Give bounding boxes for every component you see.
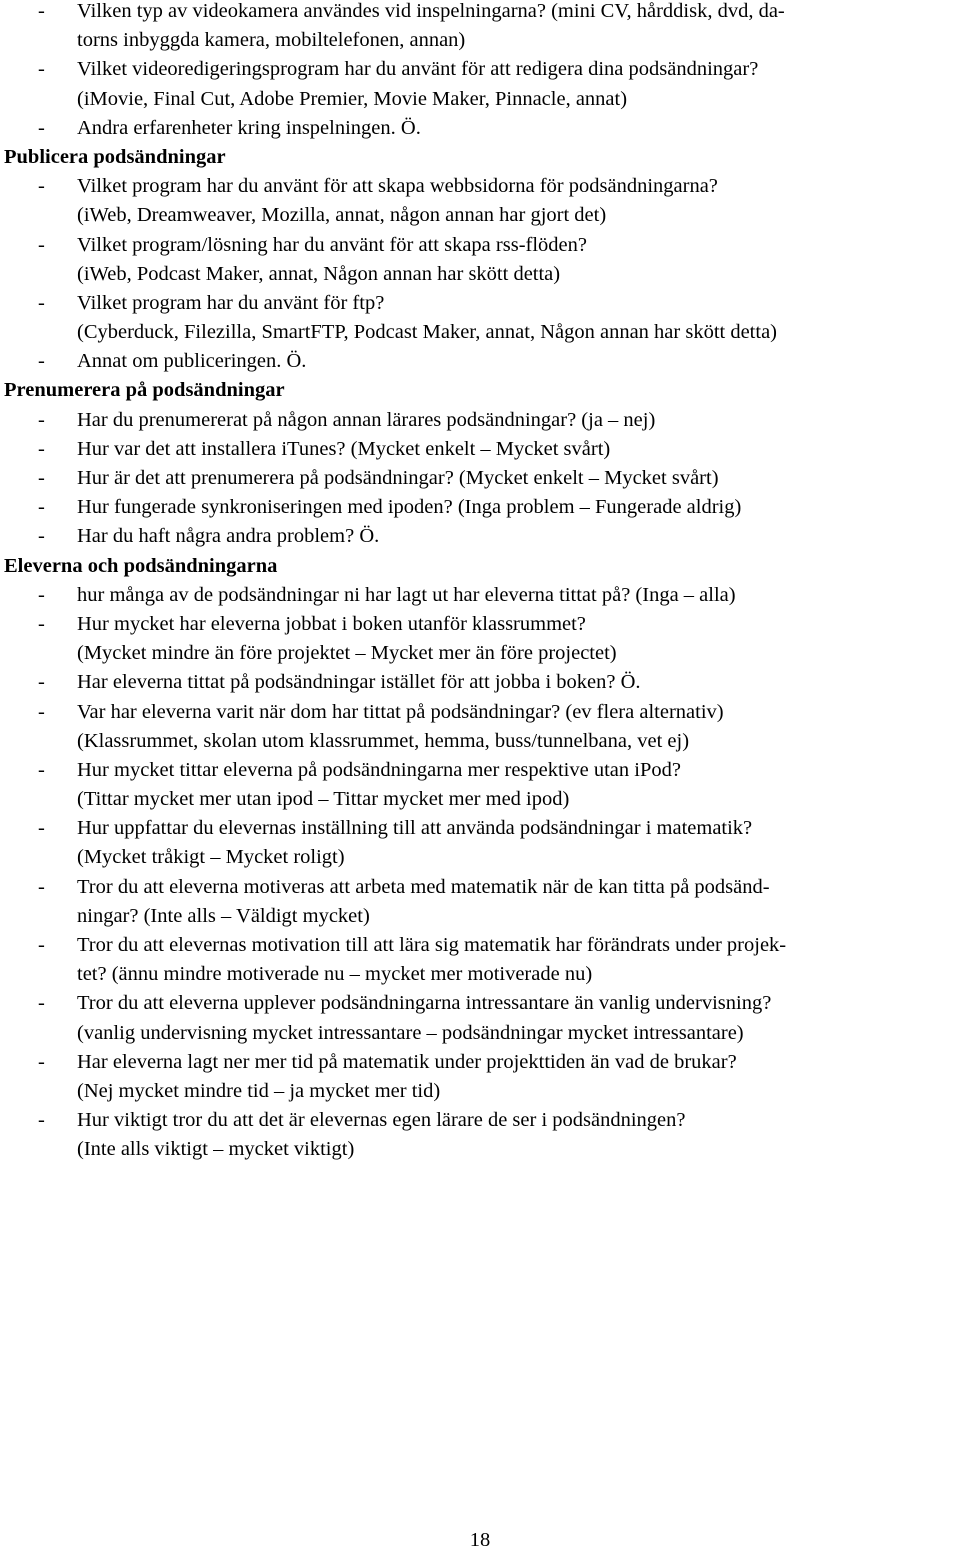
bullet-dash: - (38, 875, 45, 898)
question-item (4, 873, 954, 931)
question-item (4, 756, 954, 814)
bullet-dash: - (38, 116, 45, 139)
question-text: Vilket program/lösning har du använt för att skapa rss-flöden? (77, 233, 587, 256)
question-text: Hur mycket har eleverna jobbat i boken utanför klassrummet? (77, 612, 586, 635)
bullet-dash: - (38, 0, 45, 22)
bullet-dash: - (38, 525, 45, 548)
question-text-continued: (Klassrummet, skolan utom klassrummet, hemma, buss/tunnelbana, vet ej) (77, 729, 690, 752)
section-heading: Eleverna och podsändningarna (4, 554, 278, 577)
question-item (4, 55, 954, 113)
question-text: Var har eleverna varit när dom har tittat på podsändningar? (ev flera alternativ) (77, 700, 724, 723)
question-text: Hur uppfattar du elevernas inställning till att använda podsändningar i matematik? (77, 817, 753, 840)
question-text: Andra erfarenheter kring inspelningen. Ö. (77, 116, 421, 139)
section (4, 143, 954, 377)
bullet-dash: - (38, 612, 45, 635)
question-text-continued: (vanlig undervisning mycket intressantare – podsändningar mycket intressantare) (77, 1021, 744, 1044)
question-text-continued: torns inbyggda kamera, mobiltelefonen, annan) (77, 29, 466, 52)
question-text: Vilken typ av videokamera användes vid inspelningarna? (mini CV, hårddisk, dvd, da- (77, 0, 785, 22)
question-text: Tror du att eleverna motiveras att arbeta med matematik när de kan titta på podsänd- (77, 875, 770, 898)
question-text: Har du prenumererat på någon annan lärares podsändningar? (ja – nej) (77, 408, 656, 431)
question-item (4, 668, 954, 697)
question-text-continued: tet? (ännu mindre motiverade nu – mycket mer motiverade nu) (77, 963, 593, 986)
question-item (4, 435, 954, 464)
question-item (4, 1106, 954, 1164)
question-text: Vilket videoredigeringsprogram har du använt för att redigera dina podsändningar? (77, 58, 759, 81)
section (4, 376, 954, 551)
question-text: Hur viktigt tror du att det är elevernas egen lärare de ser i podsändningen? (77, 1109, 686, 1132)
section (4, 0, 954, 143)
bullet-dash: - (38, 992, 45, 1015)
question-item (4, 0, 954, 55)
bullet-dash: - (38, 1050, 45, 1073)
question-text: Tror du att eleverna upplever podsändningarna intressantare än vanlig undervisning? (77, 992, 772, 1015)
question-item (4, 698, 954, 756)
question-text: Har du haft några andra problem? Ö. (77, 525, 380, 548)
bullet-dash: - (38, 496, 45, 519)
question-item (4, 989, 954, 1047)
bullet-dash: - (38, 233, 45, 256)
question-text: hur många av de podsändningar ni har lagt ut har eleverna tittat på? (Inga – alla) (77, 583, 736, 606)
bullet-dash: - (38, 817, 45, 840)
question-text-continued: (iWeb, Podcast Maker, annat, Någon annan har skött detta) (77, 262, 561, 285)
section (4, 552, 954, 1165)
bullet-dash: - (38, 934, 45, 956)
question-item (4, 464, 954, 493)
question-item (4, 522, 954, 551)
question-text-continued: (iWeb, Dreamweaver, Mozilla, annat, någon annan har gjort det) (77, 204, 607, 227)
bullet-dash: - (38, 700, 45, 723)
question-item (4, 610, 954, 668)
bullet-dash: - (38, 583, 45, 606)
question-item (4, 114, 954, 143)
question-text-continued: (Inte alls viktigt – mycket viktigt) (77, 1138, 355, 1161)
questionnaire-content (4, 0, 954, 1165)
question-text: Vilket program har du använt för ftp? (77, 291, 385, 314)
page-number: 18 (469, 1529, 491, 1551)
section-heading: Prenumerera på podsändningar (4, 379, 285, 402)
bullet-dash: - (38, 350, 45, 373)
question-text: Annat om publiceringen. Ö. (77, 350, 307, 373)
question-text: Hur mycket tittar eleverna på podsändningarna mer respektive utan iPod? (77, 758, 681, 781)
question-text: Tror du att elevernas motivation till att lära sig matematik har förändrats under projek- (77, 934, 787, 956)
question-text: Vilket program har du använt för att skapa webbsidorna för podsändningarna? (77, 175, 718, 198)
question-item (4, 581, 954, 610)
bullet-dash: - (38, 291, 45, 314)
bullet-dash: - (38, 758, 45, 781)
question-text: Hur är det att prenumerera på podsändningar? (Mycket enkelt – Mycket svårt) (77, 467, 719, 489)
question-item (4, 347, 954, 376)
question-text-continued: (Tittar mycket mer utan ipod – Tittar mycket mer med ipod) (77, 788, 570, 811)
section-heading: Publicera podsändningar (4, 145, 226, 168)
question-text: Har eleverna lagt ner mer tid på matematik under projekttiden än vad de brukar? (77, 1050, 737, 1073)
question-text-continued: (Nej mycket mindre tid – ja mycket mer tid) (77, 1079, 441, 1102)
question-text: Hur fungerade synkroniseringen med ipoden? (Inga problem – Fungerade aldrig) (77, 496, 742, 519)
question-item (4, 406, 954, 435)
question-item (4, 931, 954, 989)
question-item (4, 1048, 954, 1106)
question-item (4, 289, 954, 347)
bullet-dash: - (38, 408, 45, 431)
question-text-continued: ningar? (Inte alls – Väldigt mycket) (77, 904, 370, 927)
bullet-dash: - (38, 671, 45, 694)
question-item (4, 493, 954, 522)
bullet-dash: - (38, 1109, 45, 1132)
question-text-continued: (iMovie, Final Cut, Adobe Premier, Movie Maker, Pinnacle, annat) (77, 87, 628, 110)
bullet-dash: - (38, 175, 45, 198)
question-item (4, 231, 954, 289)
question-text-continued: (Mycket tråkigt – Mycket roligt) (77, 846, 345, 869)
bullet-dash: - (38, 437, 45, 460)
question-item (4, 814, 954, 872)
bullet-dash: - (38, 467, 45, 489)
question-text: Hur var det att installera iTunes? (Mycket enkelt – Mycket svårt) (77, 437, 611, 460)
question-text-continued: (Cyberduck, Filezilla, SmartFTP, Podcast Maker, annat, Någon annan har skött detta) (77, 321, 778, 344)
question-text: Har eleverna tittat på podsändningar istället för att jobba i boken? Ö. (77, 671, 641, 694)
bullet-dash: - (38, 58, 45, 81)
question-text-continued: (Mycket mindre än före projektet – Mycket mer än före projectet) (77, 642, 617, 665)
question-item (4, 172, 954, 230)
